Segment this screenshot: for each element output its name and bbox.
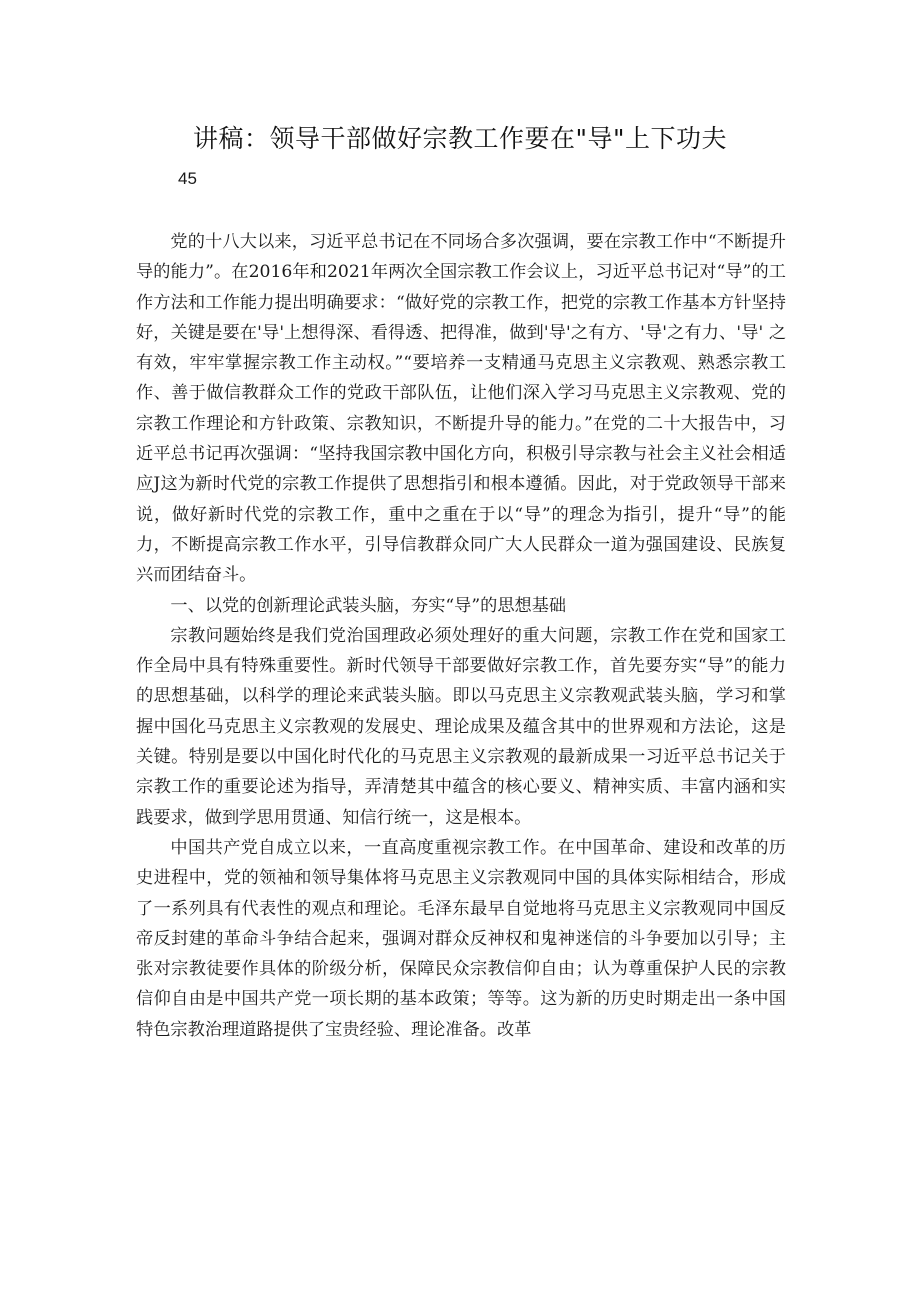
section-heading-1: 一、以党的创新理论武装头脑，夯实“导”的思想基础: [170, 595, 567, 616]
paragraph-section-1-a: 宗教问题始终是我们党治国理政必须处理好的重大问题，宗教工作在党和国家工作全局中具有特殊重要性。新时代领导干部要做好宗教工作，首先要夯实“导”的能力的思想基础，以科学的理论来武装头脑。即以马克思主义宗教观武装头脑，学习和掌握中国化马克思主义宗教观的发展史、理论成果及蕴含其中的世界观和方法论，这是关键。特别是要以中国化时代化的马克思主义宗教观的最新成果一习近平总书记关于宗教工作的重要论述为指导，弄清楚其中蕴含的核心要义、精神实质、丰富内涵和实践要求，做到学思用贯通、知信行统一，这是根本。: [136, 625, 786, 828]
paragraph-intro: 党的十八大以来，习近平总书记在不同场合多次强调，要在宗教工作中“不断提升导的能力”。在2016年和2021年两次全国宗教工作会议上，习近平总书记对“导”的工作方法和工作能力提出明确要求：“做好党的宗教工作，把党的宗教工作基本方针坚持好，关键是要在'导'上想得深、看得透、把得准，做到'导'之有方、'导'之有力、'导' 之有效，牢牢掌握宗教工作主动权。”“要培养一支精通马克思主义宗教观、熟悉宗教工作、善于做信教群众工作的党政干部队伍，让他们深入学习马克思主义宗教观、党的宗教工作理论和方针政策、宗教知识，不断提升导的能力。”在党的二十大报告中，习近平总书记再次强调：“坚持我国宗教中国化方向，积极引导宗教与社会主义社会相适应J这为新时代党的宗教工作提供了思想指引和根本遵循。因此，对于党政领导干部来说，做好新时代党的宗教工作，重中之重在于以“导”的理念为指引，提升“导”的能力，不断提高宗教工作水平，引导信教群众同广大人民群众一道为强国建设、民族复兴而团结奋斗。: [136, 232, 787, 586]
document-number: 45: [178, 169, 197, 188]
paragraph-section-1-b: 中国共产党自成立以来，一直高度重视宗教工作。在中国革命、建设和改革的历史进程中，党的领袖和领导集体将马克思主义宗教观同中国的具体实际相结合，形成了一系列具有代表性的观点和理论。毛泽东最早自觉地将马克思主义宗教观同中国反帝反封建的革命斗争结合起来，强调对群众反神权和鬼神迷信的斗争要加以引导；主张对宗教徒要作具体的阶级分析，保障民众宗教信仰自由；认为尊重保护人民的宗教信仰自由是中国共产党一项长期的基本政策；等等。这为新的历史时期走出一条中国特色宗教治理道路提供了宝贵经验、理论准备。改革: [136, 837, 786, 1040]
document-title: 讲稿：领导干部做好宗教工作要在"导"上下功夫: [193, 124, 727, 153]
document-body: [136, 227, 786, 1045]
